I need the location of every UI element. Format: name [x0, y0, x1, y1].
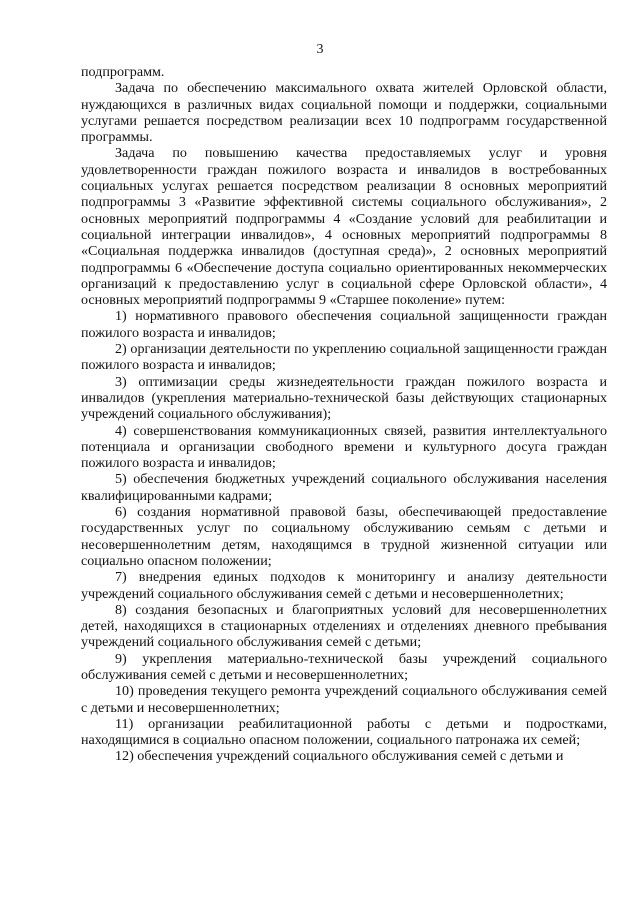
list-item-4: 4) совершенствования коммуникационных связей, развития интеллектуального потенциала и организации свободного времени и культурного досуга граждан пожилого возраста и инвалидов; — [81, 422, 607, 472]
list-item-3: 3) оптимизации среды жизнедеятельности граждан пожилого возраста и инвалидов (укрепления материально-технической базы действующих стационарных учреждений социального обслуживания); — [81, 373, 607, 423]
paragraph-continuation: подпрограмм. — [81, 64, 165, 80]
list-item-8: 8) создания безопасных и благоприятных условий для несовершеннолетних детей, находящихся в стационарных отделениях и отделениях дневного пребывания учреждений социального обслуживания семей с детьми; — [81, 601, 607, 651]
paragraph-coverage-task: Задача по обеспечению максимального охвата жителей Орловской области, нуждающихся в различных видах социальной помощи и поддержки, социальными услугами решается посредством реализации всех 10 подпрограмм государственной программы. — [81, 80, 607, 146]
list-item-2: 2) организации деятельности по укреплению социальной защищенности граждан пожилого возраста и инвалидов; — [81, 341, 607, 374]
list-item-12: 12) обеспечения учреждений социального обслуживания семей с детьми и — [115, 748, 564, 765]
list-item-7: 7) внедрения единых подходов к мониторингу и анализу деятельности учреждений социального обслуживания семей с детьми и несовершеннолетних; — [81, 569, 607, 602]
list-item-11: 11) организации реабилитационной работы с детьми и подростками, находящимися в социально опасном положении, социального патронажа их семей; — [81, 715, 607, 749]
list-item-1: 1) нормативного правового обеспечения социальной защищенности граждан пожилого возраста и инвалидов; — [81, 308, 607, 341]
list-item-5: 5) обеспечения бюджетных учреждений социального обслуживания населения квалифицированными кадрами; — [81, 471, 607, 504]
list-item-10: 10) проведения текущего ремонта учреждений социального обслуживания семей с детьми и несовершеннолетних; — [81, 683, 607, 716]
body-text — [81, 64, 607, 765]
list-item-9: 9) укрепления материально-технической базы учреждений социального обслуживания семей с детьми и несовершеннолетних; — [81, 650, 607, 683]
paragraph-quality-task: Задача по повышению качества предоставляемых услуг и уровня удовлетворенности граждан пожилого возраста и инвалидов в востребованных социальных услугах решается посредством реализации 8 основных мероприятий подпрограммы 3 «Развитие эффективной системы социального обслуживания», 2 основных мероприятий подпрограммы 4 «Создание условий для реабилитации и социальной интеграции инвалидов», 4 основных мероприятий подпрограммы 8 «Социальная поддержка инвалидов (доступная среда)», 2 основных мероприятий подпрограммы 6 «Обеспечение доступа социально ориентированных некоммерческих организаций к предоставлению услуг в социальной сфере Орловской области», 4 основных мероприятий подпрограммы 9 «Старшее поколение» путем: — [81, 145, 607, 309]
list-item-6: 6) создания нормативной правовой базы, обеспечивающей предоставление государственных услуг по социальному обслуживанию семьям с детьми и несовершеннолетним детям, находящимся в трудной жизненной ситуации или социально опасном положении; — [81, 504, 607, 569]
page-number: 3 — [316, 42, 324, 57]
